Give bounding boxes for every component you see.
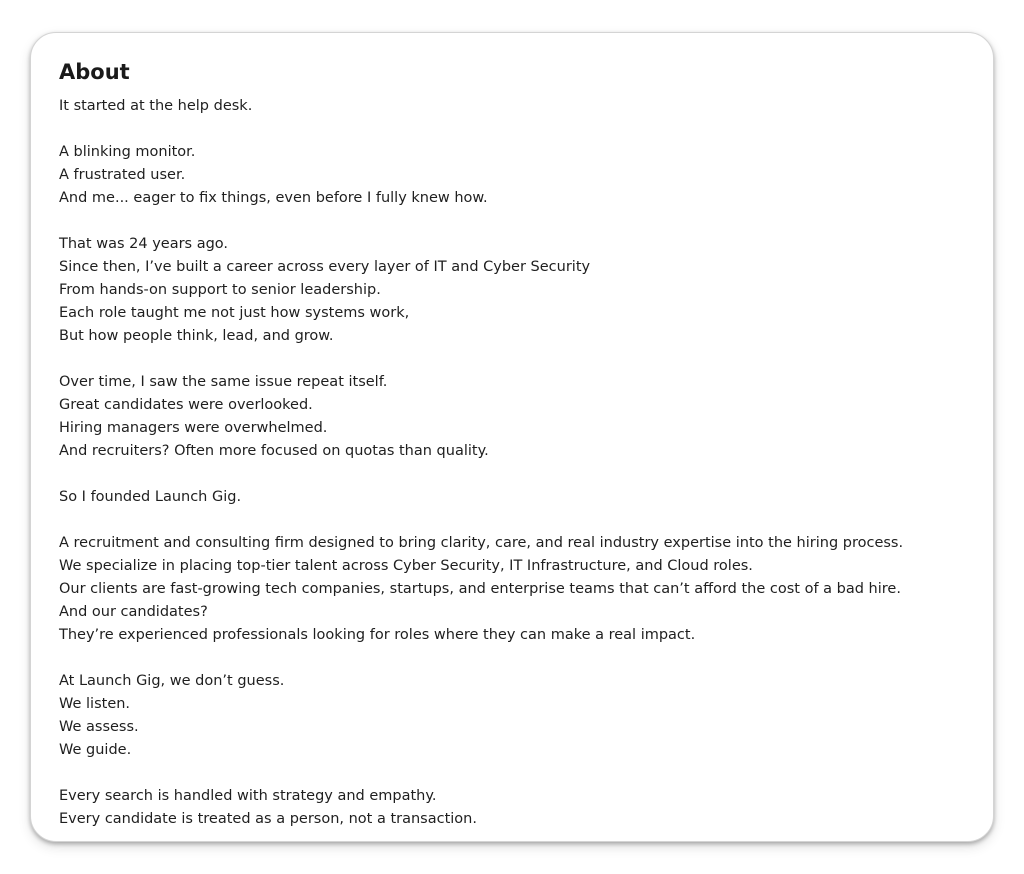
about-text-line: That was 24 years ago.	[59, 236, 229, 252]
section-title: About	[59, 60, 130, 84]
paragraph-spacer	[59, 348, 969, 371]
about-text-line: It started at the help desk.	[59, 98, 253, 114]
about-text-line: Every candidate is treated as a person, not a transaction.	[59, 811, 477, 827]
paragraph-spacer	[59, 509, 969, 532]
about-text-line: Over time, I saw the same issue repeat itself.	[59, 374, 388, 390]
about-section	[59, 57, 969, 831]
about-text-line: We assess.	[59, 719, 139, 735]
about-text-line: Each role taught me not just how systems work,	[59, 305, 410, 321]
about-text-line: And our candidates?	[59, 604, 208, 620]
about-text-line: Since then, I’ve built a career across every layer of IT and Cyber Security	[59, 259, 591, 275]
about-text-line: We specialize in placing top-tier talent across Cyber Security, IT Infrastructure, and Cloud roles.	[59, 558, 753, 574]
about-text-line: Every search is handled with strategy and empathy.	[59, 788, 437, 804]
about-text-line: We guide.	[59, 742, 132, 758]
about-text-line: And recruiters? Often more focused on quotas than quality.	[59, 443, 489, 459]
about-text-line: Hiring managers were overwhelmed.	[59, 420, 328, 436]
about-text-line: A blinking monitor.	[59, 144, 196, 160]
about-card	[30, 32, 994, 842]
paragraph-spacer	[59, 647, 969, 670]
about-text-line: So I founded Launch Gig.	[59, 489, 242, 505]
about-text-line: But how people think, lead, and grow.	[59, 328, 334, 344]
about-text-line: From hands-on support to senior leadership.	[59, 282, 381, 298]
about-text-line: They’re experienced professionals looking for roles where they can make a real impact.	[59, 627, 696, 643]
about-text-line: A recruitment and consulting firm designed to bring clarity, care, and real industry expertise into the hiring process.	[59, 535, 904, 551]
about-text-line: A frustrated user.	[59, 167, 186, 183]
about-text-line: Our clients are fast-growing tech companies, startups, and enterprise teams that can’t afford the cost of a bad hire.	[59, 581, 901, 597]
about-text-line: At Launch Gig, we don’t guess.	[59, 673, 285, 689]
paragraph-spacer	[59, 463, 969, 486]
about-text-line: We listen.	[59, 696, 131, 712]
paragraph-spacer	[59, 118, 969, 141]
about-text	[59, 95, 969, 831]
paragraph-spacer	[59, 762, 969, 785]
paragraph-spacer	[59, 210, 969, 233]
about-text-line: Great candidates were overlooked.	[59, 397, 313, 413]
about-text-line: And me... eager to fix things, even before I fully knew how.	[59, 190, 488, 206]
